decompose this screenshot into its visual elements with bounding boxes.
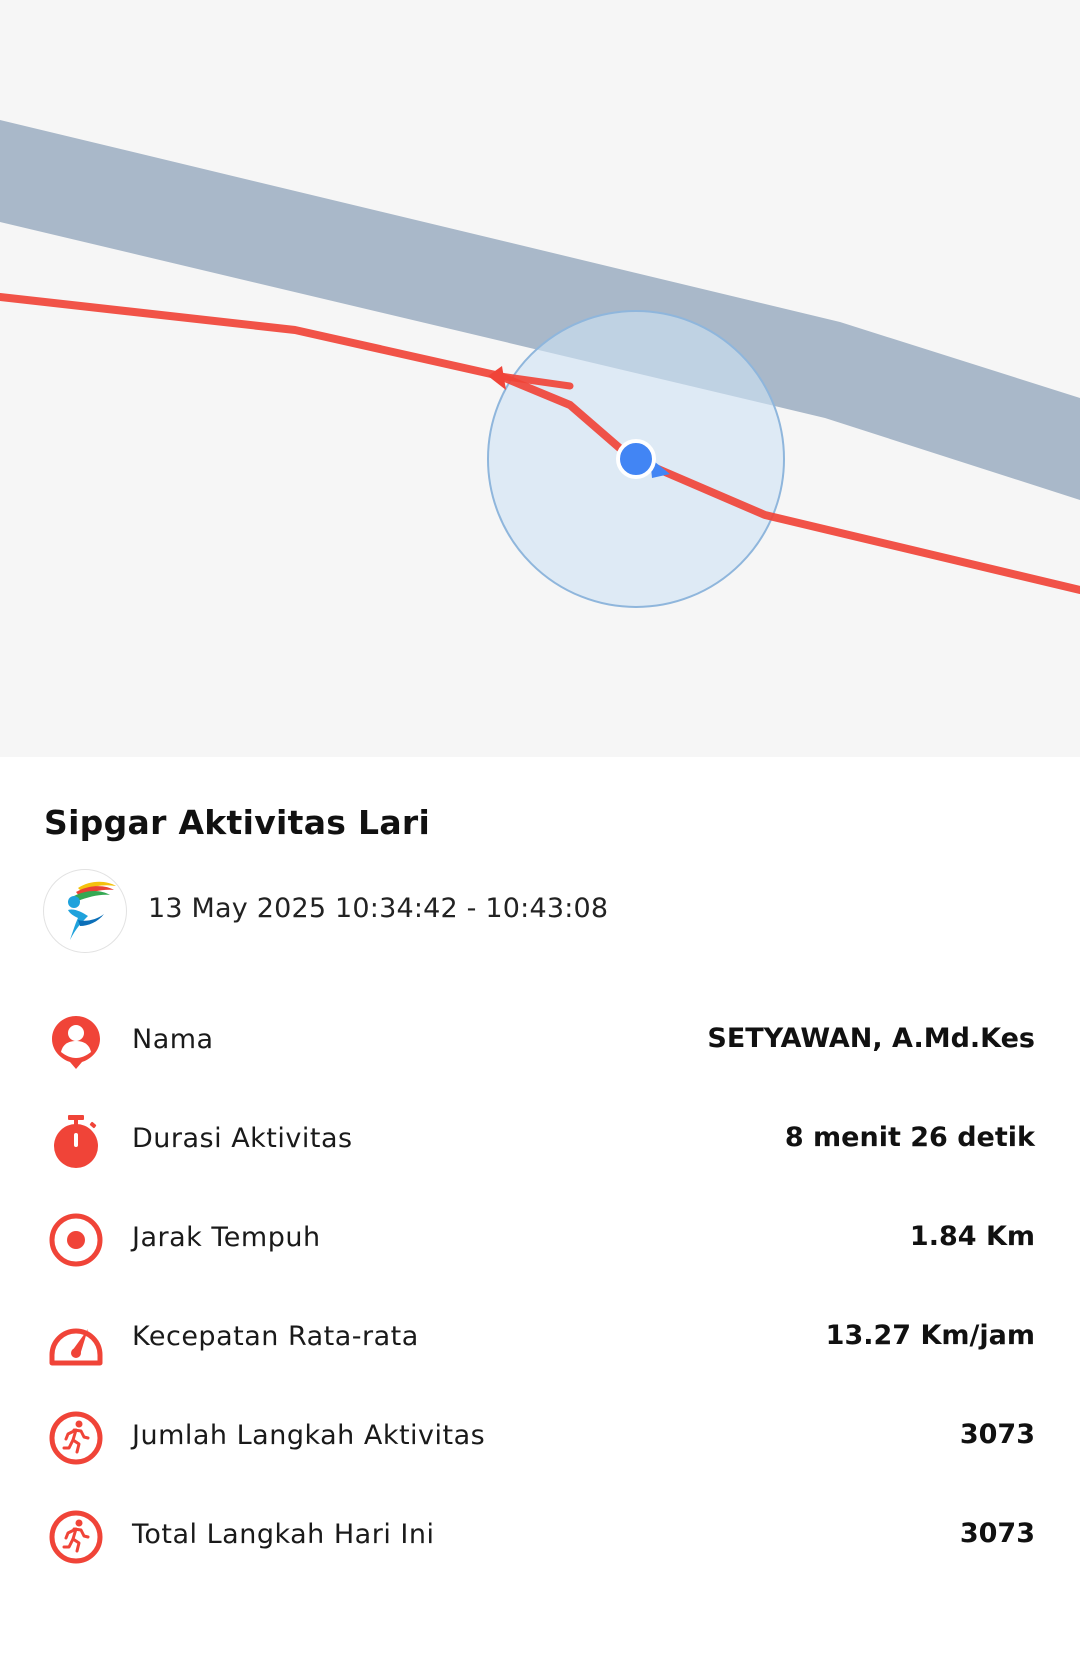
stat-value: 8 menit 26 detik: [784, 1122, 1035, 1153]
stat-label: Nama: [132, 1024, 214, 1055]
stat-value: 13.27 Km/jam: [825, 1320, 1035, 1351]
stat-row-nama: [0, 1007, 1080, 1077]
running-person-icon: [48, 1410, 104, 1466]
person-pin-icon: [48, 1014, 104, 1070]
activity-title: Sipgar Aktivitas Lari: [44, 803, 431, 842]
stat-value: 1.84 Km: [909, 1221, 1035, 1252]
stat-value: 3073: [959, 1419, 1035, 1450]
stopwatch-icon: [48, 1113, 104, 1169]
stat-label: Durasi Aktivitas: [132, 1123, 353, 1154]
activity-datetime: 13 May 2025 10:34:42 - 10:43:08: [148, 893, 609, 924]
stat-label: Jumlah Langkah Aktivitas: [132, 1420, 486, 1451]
running-person-icon: [48, 1509, 104, 1565]
stat-row-jarak: [0, 1205, 1080, 1275]
target-icon: [48, 1212, 104, 1268]
stat-value: SETYAWAN, A.Md.Kes: [707, 1023, 1035, 1054]
route-map[interactable]: [0, 0, 1080, 757]
sipgar-runner-logo-icon: [43, 869, 127, 953]
speedometer-icon: [48, 1311, 104, 1367]
stat-row-jumlah-langkah: [0, 1403, 1080, 1473]
stat-row-total-langkah: [0, 1502, 1080, 1572]
stat-label: Jarak Tempuh: [132, 1222, 321, 1253]
stat-label: Kecepatan Rata-rata: [132, 1321, 419, 1352]
stat-row-durasi: [0, 1106, 1080, 1176]
stat-label: Total Langkah Hari Ini: [132, 1519, 435, 1550]
map-canvas: [0, 0, 1080, 757]
route-start-marker: [488, 366, 506, 390]
current-location-dot: [618, 441, 654, 477]
stat-row-kecepatan: [0, 1304, 1080, 1374]
activity-card: [0, 757, 1080, 1674]
stat-value: 3073: [959, 1518, 1035, 1549]
